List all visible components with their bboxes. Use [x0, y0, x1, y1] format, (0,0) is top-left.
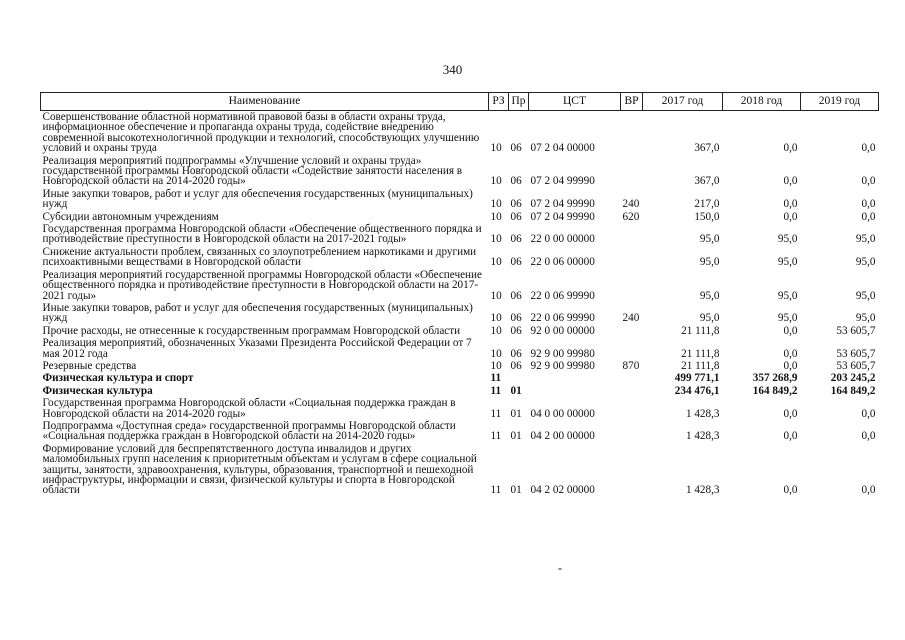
- row-name-cell: Подпрограмма «Доступная среда» государственной программы Новгородской области «Социальная поддержка граждан в Новгородской области на 2014-2020 годы»: [42, 419, 456, 443]
- row-cst-cell: 07 2 04 99990: [530, 198, 595, 211]
- row-vr-cell: [621, 385, 643, 397]
- row-rz-cell: 10: [490, 347, 502, 360]
- row-2019-cell: 53 605,7: [836, 324, 876, 337]
- row-cst-cell: 07 2 04 00000: [530, 142, 595, 155]
- row-2018-cell: 0,0: [783, 484, 798, 497]
- row-2018-cell: 164 849,2: [752, 384, 798, 397]
- row-pr-cell: 01: [510, 384, 522, 397]
- row-rz-cell: 11: [490, 372, 502, 385]
- row-name-cell: Формирование условий для беспрепятственного доступа инвалидов и других маломобильных групп населения к приоритетным объектам и услугам в сфере социальной защиты, занятости, здравоохранения, культуры, образования, транспортной и пешеходной инфраструктуры, информации и связи, физической культуры и спорта в Новгородской области: [42, 442, 477, 497]
- row-cst-cell: 92 0 00 00000: [530, 324, 595, 337]
- row-2019-cell: 53 605,7: [836, 359, 876, 372]
- row-cst-cell: 92 9 00 99980: [530, 347, 595, 360]
- row-rz-cell: 10: [490, 198, 502, 211]
- row-2019-cell: 53 605,7: [836, 347, 876, 360]
- row-2017-cell: 150,0: [694, 210, 720, 223]
- table-body: [41, 111, 879, 497]
- row-rz-cell: 11: [490, 430, 502, 443]
- row-2018-cell: 357 268,9: [752, 372, 798, 385]
- table-row: [41, 246, 879, 269]
- row-name-cell: Совершенствование областной нормативной правовой базы в области охраны труда, информационное обеспечение и пропаганда охраны труда, содействие внедрению современной высокотехнологичной продукции и технологий, способствующих улучшению условий и охраны труда: [42, 111, 480, 155]
- row-rz-cell: 10: [490, 324, 502, 337]
- row-rz-cell: 10: [490, 289, 502, 302]
- row-2017-cell: 95,0: [699, 256, 720, 269]
- stray-dash-mark: -: [558, 561, 562, 575]
- budget-table: [40, 92, 879, 497]
- row-vr-cell: [621, 443, 643, 497]
- header-pr: Пр: [509, 93, 529, 111]
- table-row: [41, 302, 879, 325]
- row-2019-cell: 203 245,2: [830, 372, 876, 385]
- row-name-cell: Прочие расходы, не отнесенные к государственным программам Новгородской области: [42, 324, 461, 337]
- row-cst-cell: 22 0 06 99990: [530, 312, 595, 325]
- row-vr-cell: [621, 397, 643, 420]
- row-name-cell: Государственная программа Новгородской области «Обеспечение общественного порядка и противодействие преступности в Новгородской области на 2017-2021 годы»: [42, 223, 482, 246]
- row-2017-cell: 21 111,8: [681, 324, 720, 337]
- row-2017-cell: 217,0: [694, 198, 720, 211]
- row-pr-cell: 06: [510, 175, 522, 188]
- row-pr-cell: 06: [510, 359, 522, 372]
- row-vr-cell: [621, 325, 643, 337]
- row-2017-cell: 21 111,8: [681, 347, 720, 360]
- row-2019-cell: 0,0: [861, 430, 876, 443]
- table-header-row: [41, 93, 879, 111]
- row-vr-cell: [621, 420, 643, 443]
- table-row: [41, 211, 879, 223]
- row-rz-cell: 10: [490, 256, 502, 269]
- row-2018-cell: 0,0: [783, 430, 798, 443]
- row-vr-cell: 240: [622, 312, 640, 325]
- row-2018-cell: 0,0: [783, 407, 798, 420]
- row-vr-cell: [621, 223, 643, 246]
- row-pr-cell: 01: [510, 484, 522, 497]
- row-2019-cell: 0,0: [861, 407, 876, 420]
- row-2017-cell: 1 428,3: [685, 407, 720, 420]
- row-2019-cell: 0,0: [861, 175, 876, 188]
- table-row: [41, 223, 879, 246]
- row-2019-cell: 95,0: [855, 289, 876, 302]
- row-2017-cell: 1 428,3: [685, 430, 720, 443]
- row-2018-cell: 0,0: [783, 198, 798, 211]
- row-pr-cell: 06: [510, 210, 522, 223]
- row-cst-cell: 22 0 06 00000: [530, 256, 595, 269]
- header-2017: 2017 год: [643, 93, 723, 111]
- table-row: [41, 111, 879, 155]
- row-2019-cell: 95,0: [855, 312, 876, 325]
- table-row: [41, 372, 879, 384]
- row-rz-cell: 10: [490, 175, 502, 188]
- table-row: [41, 269, 879, 302]
- header-cst: ЦСТ: [529, 93, 621, 111]
- row-cst-cell: 07 2 04 99990: [530, 210, 595, 223]
- row-2018-cell: 95,0: [777, 289, 798, 302]
- row-2018-cell: 0,0: [783, 359, 798, 372]
- row-vr-cell: [621, 372, 643, 384]
- row-rz-cell: 11: [490, 384, 502, 397]
- row-cst-cell: 22 0 00 00000: [530, 233, 595, 246]
- table-row: [41, 188, 879, 211]
- row-2018-cell: 95,0: [777, 256, 798, 269]
- row-name-cell: Иные закупки товаров, работ и услуг для обеспечения государственных (муниципальных) нужд: [42, 187, 473, 211]
- row-name-cell: Иные закупки товаров, работ и услуг для обеспечения государственных (муниципальных) нужд: [42, 301, 473, 325]
- row-rz-cell: 10: [490, 312, 502, 325]
- row-vr-cell: [621, 246, 643, 269]
- row-vr-cell: [621, 337, 643, 360]
- row-name-cell: Резервные средства: [42, 359, 137, 372]
- table-row: [41, 397, 879, 420]
- row-rz-cell: 11: [490, 484, 502, 497]
- row-pr-cell: 06: [510, 233, 522, 246]
- row-2019-cell: 0,0: [861, 198, 876, 211]
- budget-table-container: [40, 92, 878, 497]
- row-2019-cell: 164 849,2: [830, 384, 876, 397]
- table-row: [41, 420, 879, 443]
- row-rz-cell: 10: [490, 210, 502, 223]
- header-rz: РЗ: [489, 93, 509, 111]
- row-pr-cell: 06: [510, 324, 522, 337]
- row-name-cell: Государственная программа Новгородской области «Социальная поддержка граждан в Новгородской области на 2014-2020 годы»: [42, 397, 456, 420]
- row-vr-cell: [621, 155, 643, 188]
- row-2018-cell: 0,0: [783, 142, 798, 155]
- row-2017-cell: 95,0: [699, 233, 720, 246]
- row-pr-cell: 06: [510, 289, 522, 302]
- row-2017-cell: 95,0: [699, 289, 720, 302]
- row-2018-cell: 0,0: [783, 210, 798, 223]
- table-row: [41, 443, 879, 497]
- row-pr-cell: [509, 372, 529, 384]
- row-2019-cell: 95,0: [855, 256, 876, 269]
- row-cst-cell: [529, 372, 621, 384]
- row-2018-cell: 95,0: [777, 312, 798, 325]
- row-pr-cell: 06: [510, 142, 522, 155]
- row-pr-cell: 06: [510, 256, 522, 269]
- header-2019: 2019 год: [801, 93, 879, 111]
- row-2017-cell: 234 476,1: [674, 384, 720, 397]
- table-row: [41, 155, 879, 188]
- row-name-cell: Физическая культура: [42, 384, 153, 397]
- row-2018-cell: 0,0: [783, 347, 798, 360]
- table-row: [41, 385, 879, 397]
- row-name-cell: Реализация мероприятий государственной программы Новгородской области «Обеспечение общественного порядка и противодействие преступности в Новгородской области на 2017-2021 годы»: [42, 268, 482, 302]
- row-2019-cell: 95,0: [855, 233, 876, 246]
- row-2017-cell: 1 428,3: [685, 484, 720, 497]
- row-name-cell: Субсидии автономным учреждениям: [42, 210, 219, 223]
- row-2018-cell: 0,0: [783, 175, 798, 188]
- row-rz-cell: 11: [490, 407, 502, 420]
- row-cst-cell: 07 2 04 99990: [530, 175, 595, 188]
- row-rz-cell: 10: [490, 142, 502, 155]
- row-2019-cell: 0,0: [861, 142, 876, 155]
- table-row: [41, 337, 879, 360]
- row-2019-cell: 0,0: [861, 210, 876, 223]
- row-cst-cell: [529, 385, 621, 397]
- row-cst-cell: 92 9 00 99980: [530, 359, 595, 372]
- table-row: [41, 360, 879, 372]
- row-name-cell: Физическая культура и спорт: [42, 372, 194, 385]
- header-2018: 2018 год: [723, 93, 801, 111]
- row-rz-cell: 10: [490, 359, 502, 372]
- row-pr-cell: 06: [510, 198, 522, 211]
- row-cst-cell: 04 2 02 00000: [530, 484, 595, 497]
- row-pr-cell: 06: [510, 347, 522, 360]
- row-2017-cell: 21 111,8: [681, 359, 720, 372]
- header-name: Наименование: [41, 93, 489, 111]
- row-cst-cell: 22 0 06 99990: [530, 289, 595, 302]
- row-rz-cell: 10: [490, 233, 502, 246]
- row-name-cell: Реализация мероприятий, обозначенных Указами Президента Российской Федерации от 7 мая 2012 года: [42, 337, 472, 360]
- row-pr-cell: 01: [510, 407, 522, 420]
- row-2017-cell: 499 771,1: [674, 372, 720, 385]
- row-vr-cell: [621, 269, 643, 302]
- row-vr-cell: 240: [622, 198, 640, 211]
- row-2018-cell: 95,0: [777, 233, 798, 246]
- row-2017-cell: 367,0: [694, 142, 720, 155]
- row-pr-cell: 01: [510, 430, 522, 443]
- row-vr-cell: 870: [622, 359, 640, 372]
- row-2018-cell: 0,0: [783, 324, 798, 337]
- row-cst-cell: 04 0 00 00000: [530, 407, 595, 420]
- row-2017-cell: 95,0: [699, 312, 720, 325]
- row-cst-cell: 04 2 00 00000: [530, 430, 595, 443]
- page-number: 340: [442, 62, 463, 77]
- row-2019-cell: 0,0: [861, 484, 876, 497]
- header-vr: ВР: [621, 93, 643, 111]
- row-name-cell: Реализация мероприятий подпрограммы «Улучшение условий и охраны труда» государственной программы Новгородской области «Содействие занятости населения в Новгородской области на 2014-2020 годы»: [42, 154, 463, 188]
- row-vr-cell: 620: [622, 210, 640, 223]
- table-row: [41, 325, 879, 337]
- row-pr-cell: 06: [510, 312, 522, 325]
- row-name-cell: Снижение актуальности проблем, связанных со злоупотреблением наркотиками и другими психоактивными веществами в Новгородской области: [42, 245, 477, 269]
- row-2017-cell: 367,0: [694, 175, 720, 188]
- row-vr-cell: [621, 111, 643, 155]
